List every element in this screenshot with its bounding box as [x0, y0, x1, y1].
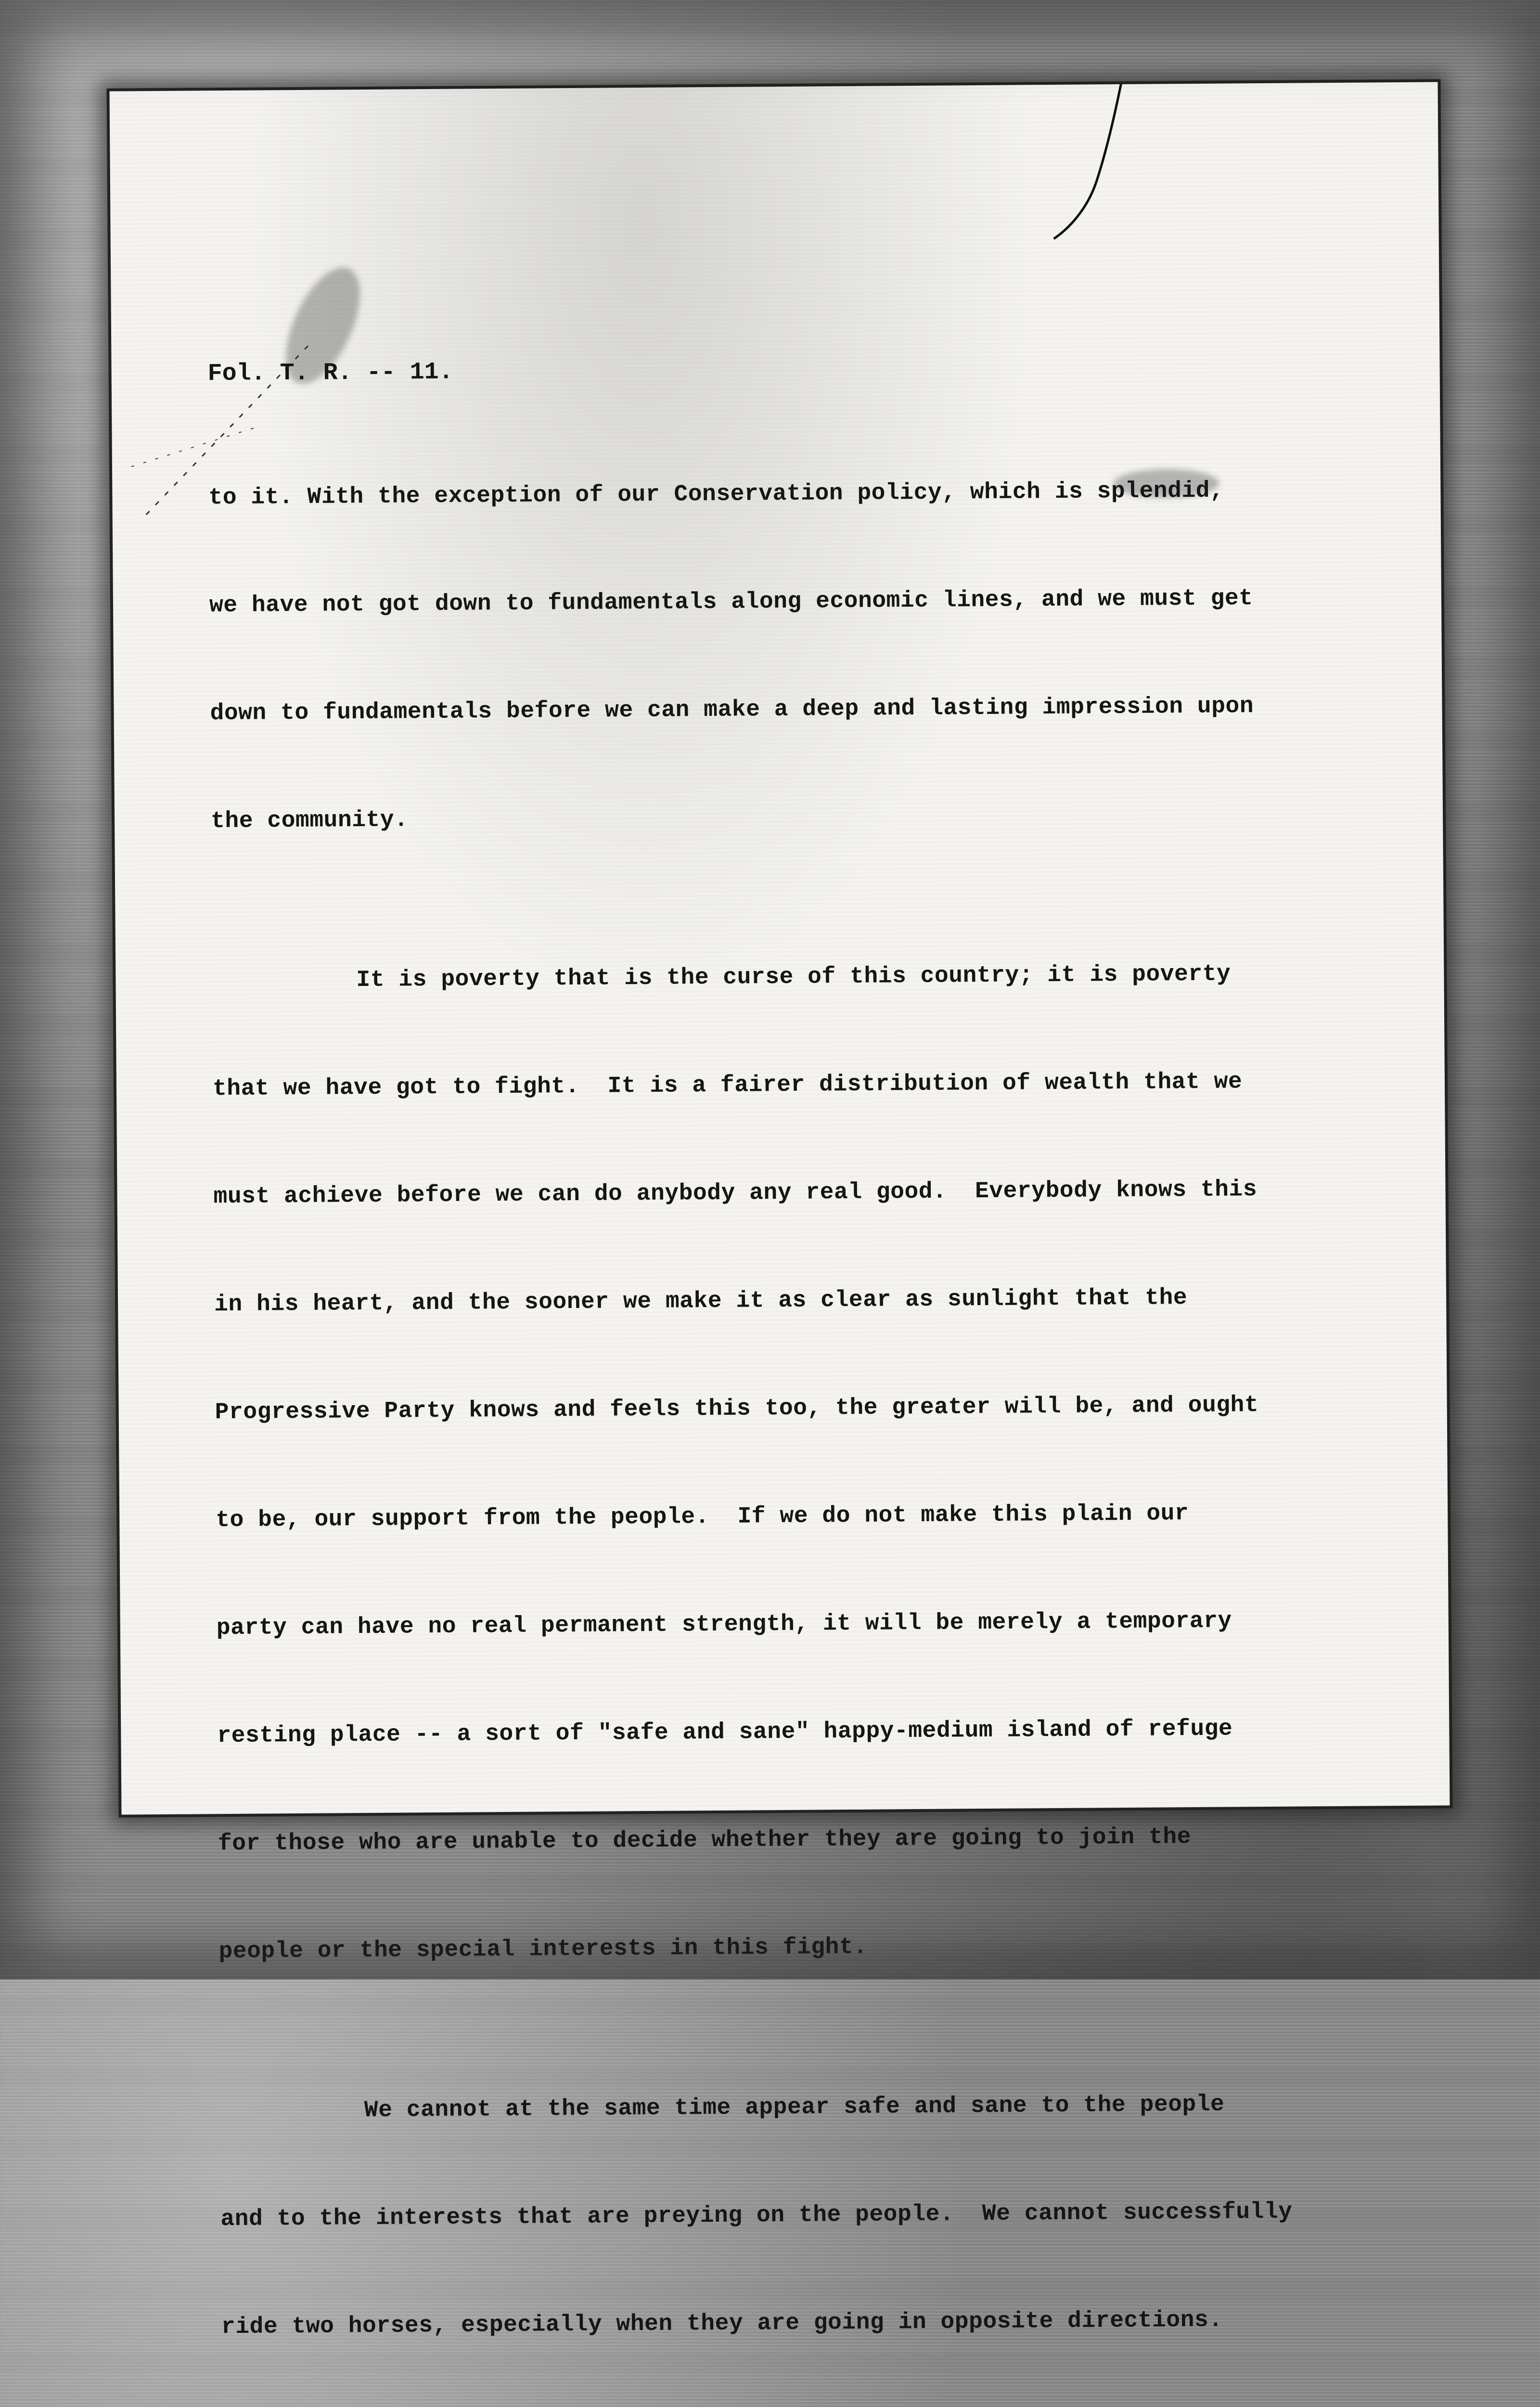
text-line: we have not got down to fundamentals along economic lines, and we must get: [209, 585, 1253, 619]
paragraph-1: [208, 410, 1366, 902]
text-line: the community.: [210, 807, 409, 835]
text-line: Progressive Party knows and feels this too, the greater will be, and ought: [215, 1392, 1259, 1426]
text-line: to be, our support from the people. If we do not make this plain our: [216, 1501, 1189, 1534]
text-line: must achieve before we can do anybody any real good. Everybody knows this: [213, 1177, 1258, 1210]
text-line: that we have got to fight. It is a fairer distribution of wealth that we: [212, 1069, 1243, 1102]
paragraph-2: [211, 893, 1374, 2032]
document-page: [110, 82, 1450, 2341]
folio-header: Fol. T. R. -- 11.: [207, 358, 453, 388]
text-line: to it. With the exception of our Conservation policy, which is splendid,: [208, 478, 1224, 511]
text-line: It is poverty that is the curse of this country; it is poverty: [356, 961, 1231, 994]
text-line: and to the interests that are preying on the people. We cannot successfully: [220, 2199, 1293, 2233]
text-line: We cannot at the same time appear safe and sane to the people: [364, 2091, 1225, 2124]
text-line: resting place -- a sort of "safe and sane" happy-medium island of refuge: [217, 1716, 1233, 1749]
paragraph-3: [219, 2023, 1379, 2407]
text-line: in his heart, and the sooner we make it as clear as sunlight that the: [214, 1285, 1188, 1318]
text-line: ride two horses, especially when they are going in opposite directions.: [221, 2307, 1223, 2341]
typed-body: [208, 410, 1383, 2407]
text-line: down to fundamentals before we can make a deep and lasting impression upon: [210, 693, 1254, 727]
text-line: party can have no real permanent strength, it will be merely a temporary: [216, 1608, 1232, 1642]
text-line: [222, 2399, 1377, 2407]
text-line: people or the special interests in this fight.: [218, 1934, 868, 1965]
text-line: for those who are unable to decide whether they are going to join the: [218, 1824, 1192, 1857]
